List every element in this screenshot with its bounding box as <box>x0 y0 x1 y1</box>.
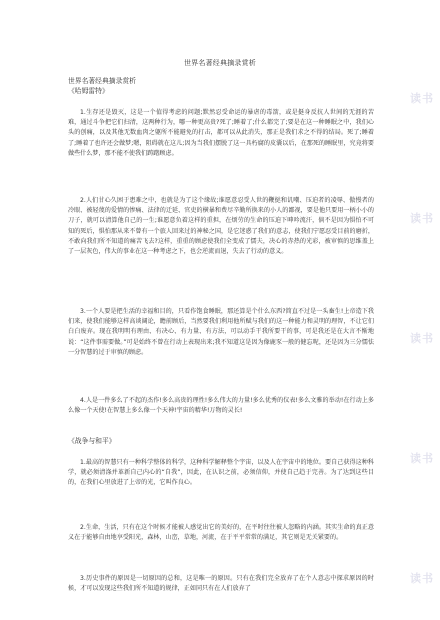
paragraph-7: 3.历史事件的原因是一切原因的总和，这是唯一的原因。只有在我们完全放弃了在个人意志中探求原因的时候，才可以发现这些我们所不知道的规律，正如同只有在人们放弃了 <box>68 575 374 593</box>
watermark-logo: 读书 <box>410 452 434 465</box>
paragraph-2: 2.人们甘心久困于患难之中，也就是为了这个缘故;谁愿意忍受人世的鞭挞和讥嘲、压迫者的凌辱、傲慢者的冷眼、被轻蔑的爱情的惨痛、法律的迁延、官吏的横暴和费尽辛勤所换来的小人的鄙视，要是他只要用一柄小小的刀子，就可以清算他自己的一生;谁愿意负着这样的重担，在烦劳的生命的压迫下呻吟流汗，倘不是因为惧怕不可知的死后，惧怕那从来不曾有一个旅人回来过的神秘之国，是它迷惑了我们的意志，使我们宁愿忍受目前的磨折，不敢向我们所不知道的痛苦飞去?这样，重重的顾虑使我们全变成了懦夫，决心的赤热的光彩，被审慎的思维盖上了一层灰色，伟大的事业在这一种考虑之下，也会逆流而退，失去了行动的意义。 <box>68 197 374 256</box>
watermark-logo: 读书 <box>410 332 434 345</box>
section-title: 世界名著经典摘录赏析 <box>68 77 136 85</box>
watermark-logo: 读书 <box>410 572 434 585</box>
paragraph-5: 1.最高的智慧只有一种科学整体的科学，这种科学解释整个宇宙，以及人在宇宙中的地位。要自己获得这种科学，就必须清涤并革新自己内心的“自我”，因此，在认识之前，必须信仰，并使自己趋于完善。为了达到这些目的，在我们心里放进了上帝的光，它叫作良心。 <box>68 459 374 487</box>
section-subtitle: 《哈姆雷特》 <box>68 87 109 95</box>
section-title-2: 《战争与和平》 <box>68 437 116 445</box>
document-title: 世界名著经典摘录赏析 <box>184 59 256 67</box>
paragraph-6: 2.生命，生活，只有在这个时候才能被人感觉出它的美好的，在平时往往被人忽略的内涵。其实生命的真正意义在于能够自由地享受阳光，森林，山峦，草地，河流，在于平平常常的满足，其它则是无关紧要的。 <box>68 524 374 542</box>
watermark-logo: 读书 <box>410 212 434 225</box>
paragraph-1: 1.生存还是毁灭，这是一个值得考虑的问题;默然忍受命运的暴虐的毒箭，或是挺身反抗人世间的无涯的苦难，通过斗争把它们扫清，这两种行为，哪一种更高贵?死了;睡着了;什么都完了;要是在这一种睡眠之中，我们心头的创痛，以及其他无数血肉之躯所不能避免的打击，都可以从此消失，那正是我们求之不得的结局。死了;睡着了;睡着了也许还会做梦;嗯，阻碍就在这儿;因为当我们摆脱了这一具朽腐的皮囊以后，在那死的睡眠里，究竟将要做些什么梦，那不能不使我们踌躇顾虑。 <box>68 109 374 157</box>
watermark-logo: 读书 <box>410 92 434 105</box>
paragraph-3: 3.一个人要是把生活的幸福和目的，只看作饱食睡眠，那还算是个什么东西?简直不过是一头畜生!上帝造下我们来，使我们能够这样高谈阔论，瞻前顾后，当然要我们利用他所赋与我们的这一种能力和灵明的理智，不让它们白白废弃。现在我明明有理由、有决心、有力量、有方法，可以动手干我所要干的事，可是我还是在大言不惭地说：“这件事需要做。”可是始终不曾在行动上表现出来;我不知道这是因为像鹿豕一般的健忘呢，还是因为三分懦怯一分智慧的过于审慎的顾虑。 <box>68 308 374 356</box>
paragraph-4: 4.人是一件多么了不起的杰作!多么高贵的理性!多么伟大的力量!多么优秀的仪表!多么文雅的举动!在行动上多么像一个天使!在智慧上多么像一个天神!宇宙的精华!万物的灵长! <box>68 397 374 415</box>
